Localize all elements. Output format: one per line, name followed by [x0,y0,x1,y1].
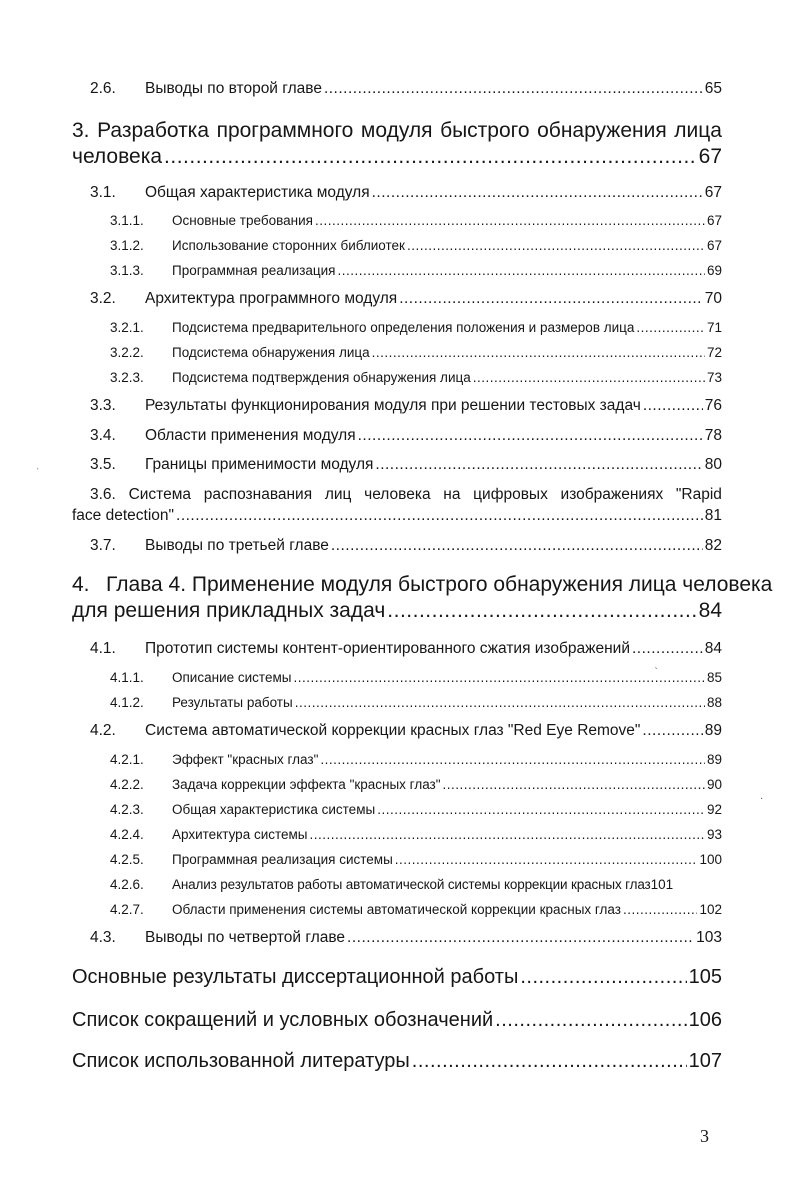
entry-page: 71 [706,320,722,335]
entry-number: 4.2.6. [110,877,144,892]
dot-leader [395,852,698,867]
entry-number: 3.1.3. [110,263,144,278]
entry-page: 82 [704,537,722,554]
dot-leader [176,507,703,525]
toc-chapter-4-line2[interactable] [72,599,722,623]
entry-number: 4.2. [90,722,116,739]
entry-page: 67 [706,238,722,253]
toc-entry-3-2[interactable] [90,290,722,308]
toc-chapter-3-line2[interactable] [72,145,722,169]
entry-page: 101 [650,877,674,892]
dot-leader [347,929,694,947]
entry-number: 3.2.3. [110,370,144,385]
entry-title: Подсистема подтверждения обнаружения лица [172,370,471,385]
toc-chapter-3-line1[interactable]: 3. Разработка программного модуля быстрого обнаружения лица [72,119,722,142]
toc-entry-3-3[interactable] [90,397,722,415]
toc-entry-4-3[interactable] [90,929,722,947]
entry-page: 92 [706,802,722,817]
entry-title: Подсистема обнаружения лица [172,345,370,360]
dot-leader [399,290,703,308]
entry-title: Выводы по второй главе [145,80,322,97]
dot-leader [636,320,705,335]
toc-entry-3-2-2[interactable] [110,345,722,360]
toc-entry-4-2-7[interactable] [110,902,722,917]
entry-title: Описание системы [172,670,292,685]
toc-entry-3-6-line2[interactable] [72,507,722,525]
dot-leader [315,213,705,228]
dot-leader [164,145,697,169]
entry-page: 90 [706,777,722,792]
entry-page: 81 [704,507,722,524]
toc-references[interactable] [72,1050,722,1073]
entry-page: 84 [704,640,722,657]
entry-title: Архитектура программного модуля [145,290,398,307]
entry-number: 4.3. [90,929,116,946]
entry-number: 4.1.1. [110,670,144,685]
toc-entry-4-1-2[interactable] [110,695,722,710]
entry-page: 103 [696,929,722,946]
dot-leader [520,966,686,989]
entry-number: 4.2.1. [110,752,144,767]
entry-number: 4.2.3. [110,802,144,817]
entry-title: Основные требования [172,213,313,228]
entry-title: face detection" [72,507,175,524]
entry-title: Подсистема предварительного определения положения и размеров лица [172,320,635,335]
entry-page: 84 [698,599,722,622]
entry-number: 4.2.7. [110,902,144,917]
toc-chapter-4-line1[interactable] [72,573,773,597]
entry-number: 3.7. [90,537,116,554]
entry-number: 3.2.1. [110,320,144,335]
entry-title: Анализ результатов работы автоматической системы коррекции красных глаз [172,877,651,892]
dot-leader [623,902,698,917]
dot-leader [377,802,705,817]
entry-title: Границы применимости модуля [145,456,374,473]
dot-leader [495,1009,686,1032]
entry-number: 4.1.2. [110,695,144,710]
entry-title: Использование сторонних библиотек [172,238,405,253]
toc-entry-3-5[interactable] [90,456,722,474]
toc-results[interactable] [72,966,722,989]
entry-page: 88 [706,695,722,710]
toc-entry-3-1-1[interactable] [110,213,722,228]
entry-number: 3.4. [90,427,116,444]
toc-entry-2-6[interactable] [90,80,722,98]
toc-entry-3-6-line1[interactable]: 3.6. Система распознавания лиц человека на цифровых изображениях "Rapid [90,486,722,503]
toc-entry-4-2-2[interactable] [110,777,722,792]
entry-number: 3.1.2. [110,238,144,253]
toc-entry-4-2-4[interactable] [110,827,722,842]
entry-number: 3.3. [90,397,116,414]
entry-title: Глава 4. Применение модуля быстрого обнаружения лица человека [106,573,773,596]
entry-number: 3.1.1. [110,213,144,228]
entry-page: 100 [699,852,722,867]
toc-entry-3-2-1[interactable] [110,320,722,335]
toc-entry-4-2[interactable] [90,722,722,740]
entry-title: для решения прикладных задач [72,599,386,622]
toc-abbreviations[interactable] [72,1009,722,1032]
entry-page: 85 [706,670,722,685]
entry-page: 89 [706,752,722,767]
entry-title: человека [72,145,163,168]
dot-leader [358,427,703,445]
entry-title: Программная реализация [172,263,336,278]
scan-speck: ˈ [36,466,40,478]
dot-leader [320,752,705,767]
entry-page: 76 [704,397,722,414]
entry-page: 67 [706,213,722,228]
scan-speck: ˈ [652,664,663,679]
entry-number: 3. [72,119,90,142]
toc-entry-3-1[interactable] [90,184,722,202]
entry-page: 106 [688,1009,722,1031]
dot-leader [473,370,705,385]
entry-page: 67 [698,145,722,168]
dot-leader [293,670,705,685]
dot-leader [443,777,705,792]
entry-number: 4.1. [90,640,116,657]
entry-number: 4. [72,573,90,596]
entry-page: 73 [706,370,722,385]
dot-leader [642,722,702,740]
dot-leader [324,80,703,98]
entry-page: 80 [704,456,722,473]
entry-page: 78 [704,427,722,444]
entry-page: 72 [706,345,722,360]
entry-page: 89 [704,722,722,739]
entry-title: Области применения модуля [145,427,356,444]
entry-title: Архитектура системы [172,827,308,842]
entry-title: Основные результаты диссертационной работы [72,966,519,988]
entry-number: 3.2. [90,290,116,307]
dot-leader [643,397,703,415]
dot-leader [310,827,705,842]
entry-number: 3.6. [90,486,116,503]
dot-leader [407,238,705,253]
toc-entry-3-1-2[interactable] [110,238,722,253]
scan-speck: · [760,794,764,805]
entry-page: 105 [688,966,722,988]
dot-leader [375,456,702,474]
page-number: 3 [700,1126,709,1146]
entry-title: Результаты функционирования модуля при решении тестовых задач [145,397,641,414]
entry-title: Области применения системы автоматической коррекции красных глаз [172,902,621,917]
entry-page: 69 [706,263,722,278]
entry-number: 3.2.2. [110,345,144,360]
entry-title: Система автоматической коррекции красных глаз "Red Eye Remove" [145,722,641,739]
entry-title: Программная реализация системы [172,852,393,867]
dot-leader [372,345,705,360]
entry-number: 4.2.2. [110,777,144,792]
dot-leader [412,1050,687,1073]
entry-title: Общая характеристика системы [172,802,376,817]
entry-number: 3.5. [90,456,116,473]
entry-number: 2.6. [90,80,116,97]
dot-leader [372,184,703,202]
dot-leader [331,537,703,555]
entry-page: 70 [704,290,722,307]
toc-entry-4-1-1[interactable] [110,670,722,685]
dot-leader [387,599,696,623]
entry-title: Список сокращений и условных обозначений [72,1009,494,1031]
toc-entry-3-4[interactable] [90,427,722,445]
entry-number: 4.2.5. [110,852,144,867]
toc-entry-4-2-5[interactable] [110,852,722,867]
entry-title: Эффект "красных глаз" [172,752,319,767]
entry-page: 93 [706,827,722,842]
toc-entry-4-2-6[interactable] [110,877,722,892]
entry-title: Общая характеристика модуля [145,184,370,201]
dot-leader [337,263,704,278]
entry-title: Прототип системы контент-ориентированного сжатия изображений [145,640,630,657]
entry-number: 3.1. [90,184,116,201]
entry-title: Выводы по четвертой главе [145,929,346,946]
entry-page: 65 [704,80,722,97]
dot-leader [632,640,703,658]
toc-entry-4-1[interactable] [90,640,722,658]
entry-title: Список использованной литературы [72,1050,410,1072]
toc-entry-3-7[interactable] [90,537,722,555]
entry-title: Выводы по третьей главе [145,537,329,554]
entry-page: 107 [688,1050,722,1072]
toc-entry-4-2-1[interactable] [110,752,722,767]
entry-number: 4.2.4. [110,827,144,842]
dot-leader [295,695,705,710]
toc-entry-3-2-3[interactable] [110,370,722,385]
entry-title: Результаты работы [172,695,293,710]
toc-entry-4-2-3[interactable] [110,802,722,817]
entry-title: Задача коррекции эффекта "красных глаз" [172,777,441,792]
entry-page: 67 [704,184,722,201]
toc-entry-3-1-3[interactable] [110,263,722,278]
entry-page: 102 [699,902,722,917]
